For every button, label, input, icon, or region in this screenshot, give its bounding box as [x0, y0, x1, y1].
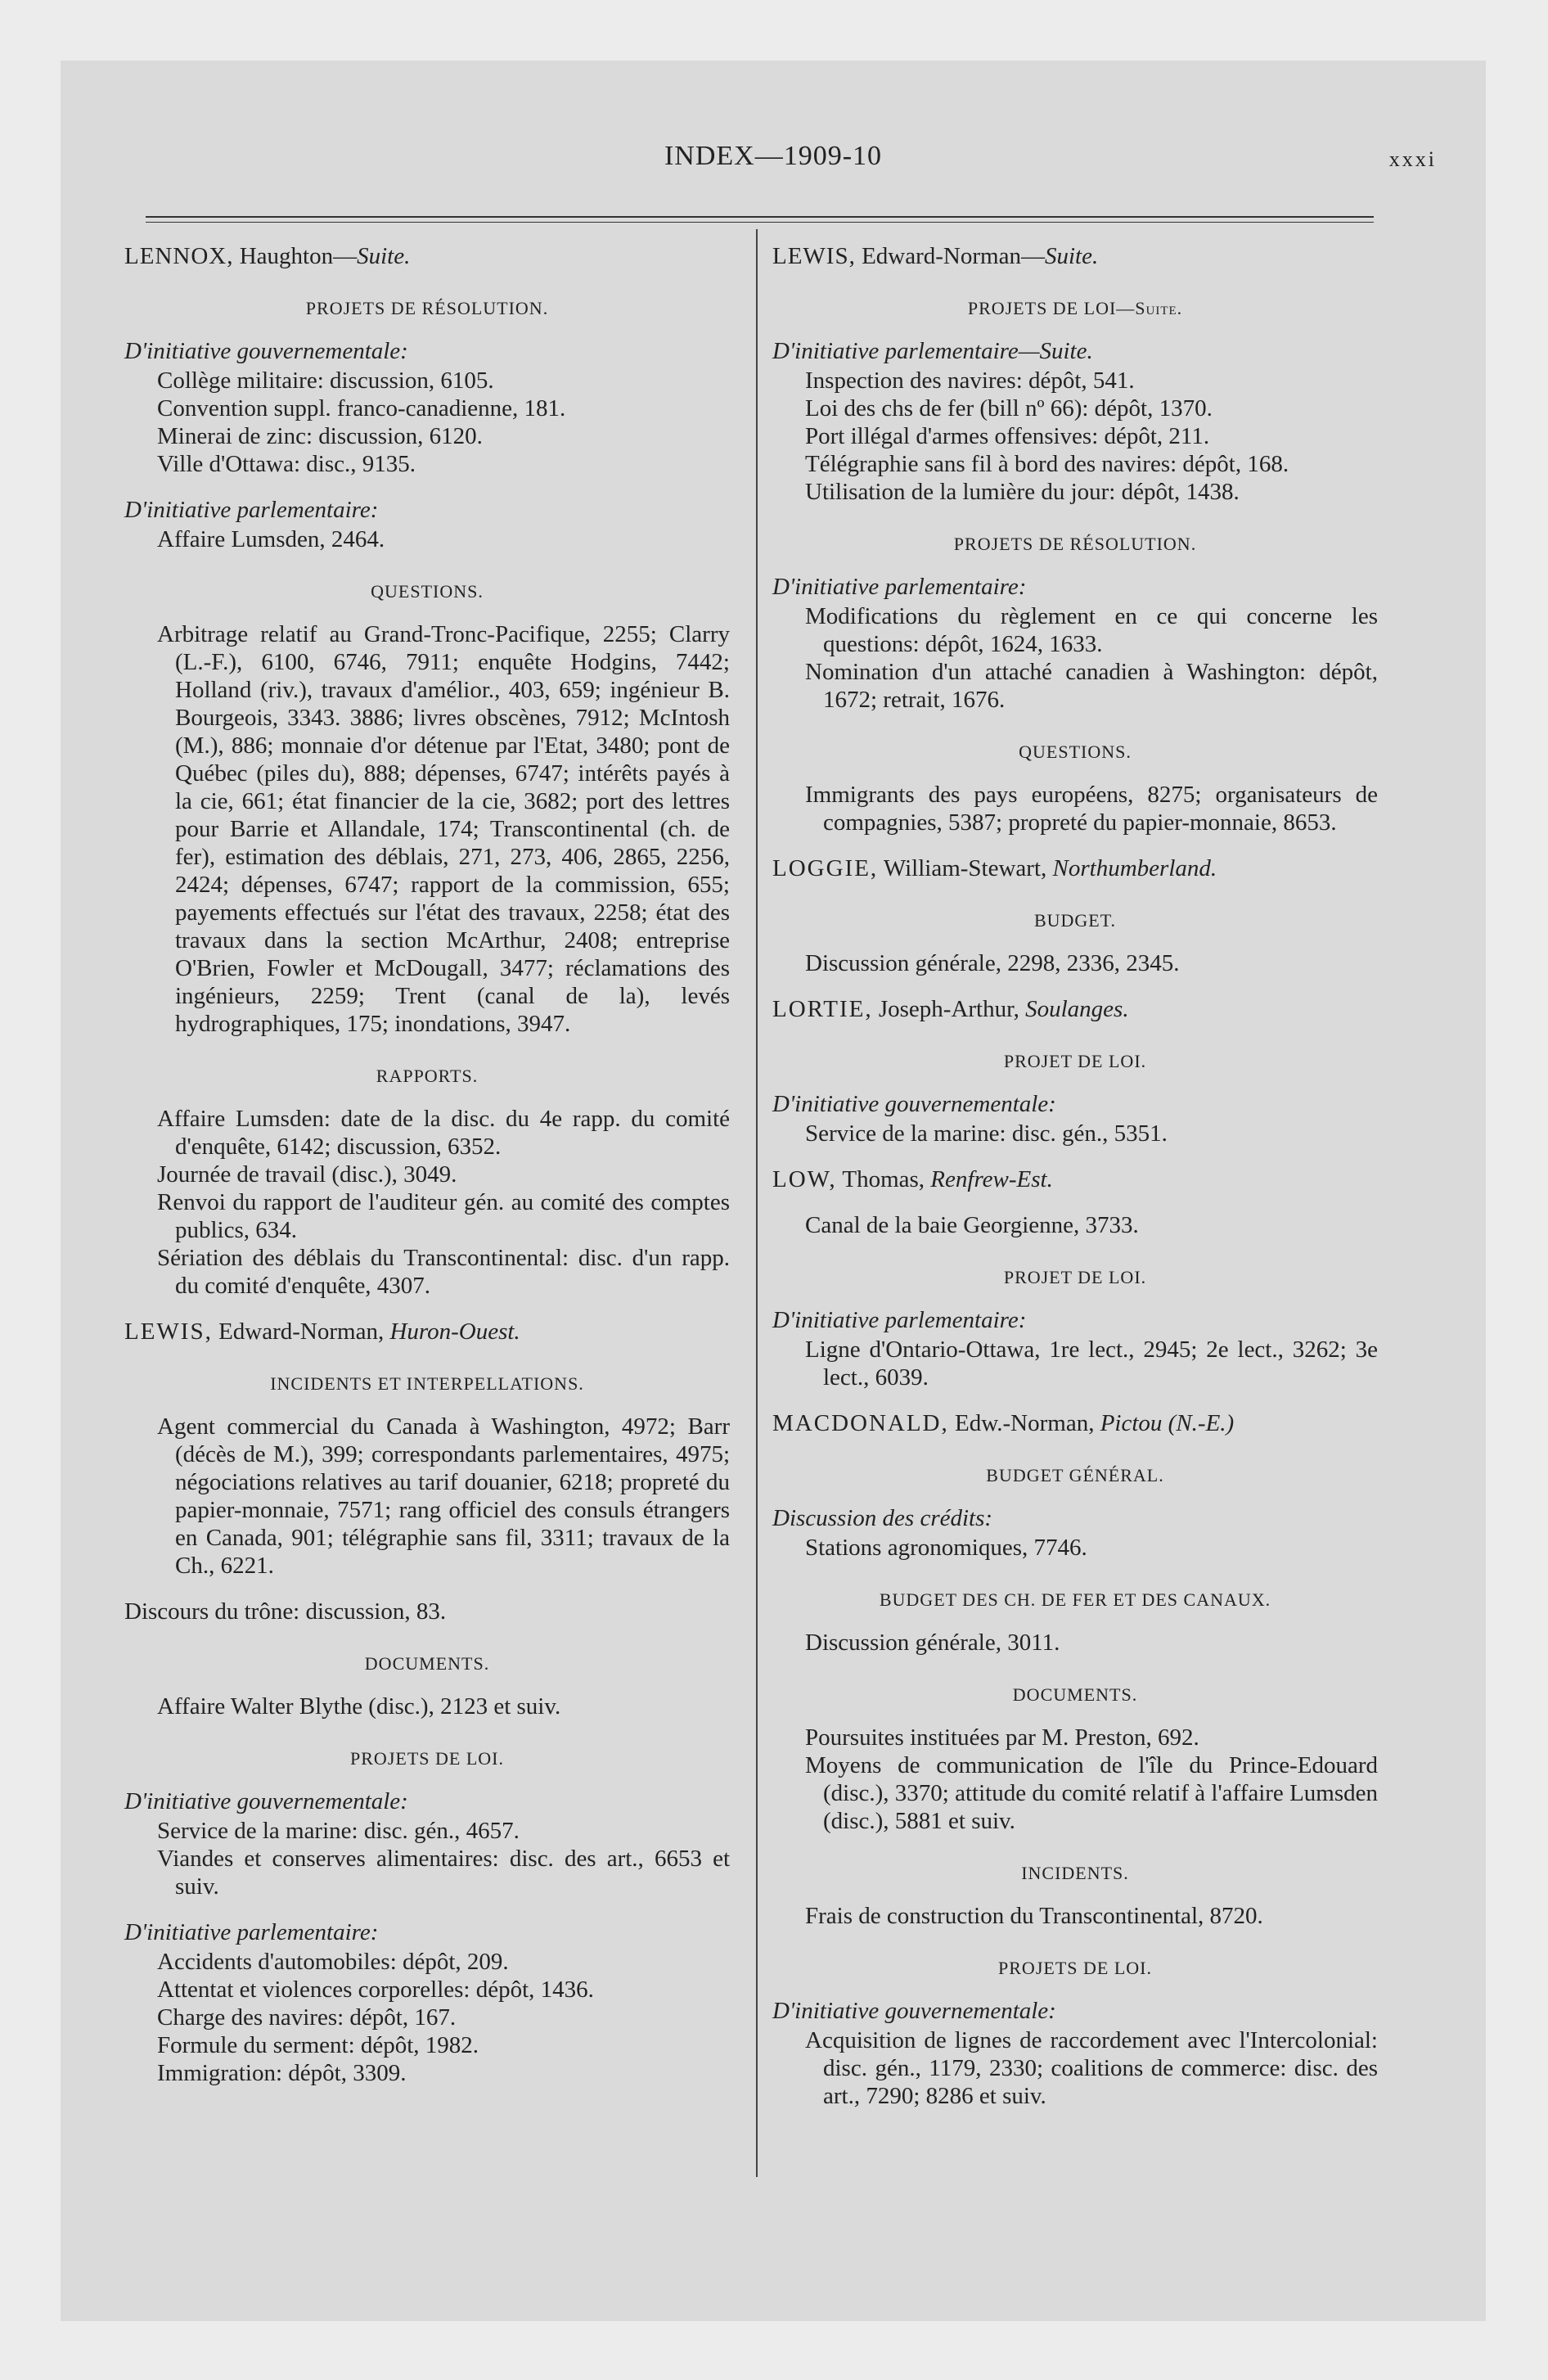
list-item: Arbitrage relatif au Grand-Tronc-Pacifique, 2255; Clarry (L.-F.), 6100, 6746, 7911; enquête Hodgins, 7442; Holland (riv.), travaux d'amélior., 403, 659; ingénieur B. Bourgeois, 3343. 3886; livres obscènes, 7912; McIntosh (M.), 886; monnaie d'or détenue par l'Etat, 3480; pont de Québec (piles du), 888; dépenses, 6747; intérêts payés à la cie, 661; état financier de la cie, 3682; port des lettres pour Barrie et Allandale, 174; Transcontinental (ch. de fer), estimation des déblais, 271, 273, 406, 2865, 2256, 2424; dépenses, 6747; rapport de la commission, 655; payements effectués sur l'état des travaux, 2258; état des travaux dans la section McArthur, 2408; entreprise O'Brien, Fowler et McDougall, 3477; réclamations des ingénieurs, 2259; Trent (canal de la), levés hydrographiques, 175; inondations, 3947. [157, 621, 730, 1037]
section-label: BUDGET GÉNÉRAL. [986, 1465, 1164, 1485]
list-item: Affaire Walter Blythe (disc.), 2123 et suiv. [157, 1693, 561, 1720]
list-item: Accidents d'automobiles: dépôt, 209. [157, 1949, 509, 1975]
entry-heading: LOGGIE, William-Stewart, Northumberland. [772, 855, 1217, 881]
section-label: PROJET DE LOI. [1003, 1267, 1147, 1287]
subtitle: Discussion des crédits: [772, 1505, 993, 1531]
subtitle: D'initiative gouvernementale: [772, 1998, 1056, 2024]
list-item: Loi des chs de fer (bill nº 66): dépôt, 1370. [805, 395, 1213, 421]
list-item: Port illégal d'armes offensives: dépôt, 211. [805, 423, 1210, 449]
list-item: Discussion générale, 2298, 2336, 2345. [805, 950, 1180, 976]
list-item: Minerai de zinc: discussion, 6120. [157, 423, 483, 449]
section-label: PROJETS DE RÉSOLUTION. [305, 298, 549, 318]
subtitle: D'initiative gouvernementale: [124, 1788, 408, 1814]
section-label: BUDGET DES CH. DE FER ET DES CANAUX. [879, 1589, 1271, 1610]
section-label: PROJETS DE RÉSOLUTION. [953, 534, 1197, 554]
list-item: Collège militaire: discussion, 6105. [157, 367, 494, 394]
section-label: RAPPORTS. [376, 1066, 479, 1086]
list-item: Canal de la baie Georgienne, 3733. [805, 1212, 1139, 1238]
list-item: Utilisation de la lumière du jour: dépôt, 1438. [805, 479, 1240, 505]
section-label: BUDGET. [1033, 910, 1117, 931]
list-item: Renvoi du rapport de l'auditeur gén. au comité des comptes publics, 634. [157, 1189, 730, 1243]
list-item: Attentat et violences corporelles: dépôt, 1436. [157, 1977, 594, 2003]
list-item: Affaire Lumsden, 2464. [157, 526, 385, 552]
list-item: Agent commercial du Canada à Washington, 4972; Barr (décès de M.), 399; correspondants parlementaires, 4975; négociations relatives au tarif douanier, 6218; propreté du papier-monnaie, 7571; rang officiel des consuls étrangers en Canada, 901; télégraphie sans fil, 3311; travaux de la Ch., 6221. [157, 1413, 730, 1579]
subtitle: D'initiative parlementaire: [124, 497, 379, 523]
list-item: Journée de travail (disc.), 3049. [157, 1161, 457, 1188]
section-label: PROJETS DE LOI. [998, 1958, 1152, 1978]
list-item: Télégraphie sans fil à bord des navires: dépôt, 168. [805, 451, 1289, 477]
section-label: INCIDENTS. [1021, 1863, 1129, 1883]
section-label: INCIDENTS ET INTERPELLATIONS. [270, 1373, 584, 1394]
list-item: Inspection des navires: dépôt, 541. [805, 367, 1135, 394]
section-label: DOCUMENTS. [364, 1653, 490, 1674]
entry-heading: LENNOX, Haughton—Suite. [124, 243, 411, 269]
list-item: Modifications du règlement en ce qui concerne les questions: dépôt, 1624, 1633. [805, 603, 1378, 657]
subtitle: D'initiative parlementaire: [772, 1307, 1027, 1333]
list-item: Acquisition de lignes de raccordement avec l'Intercolonial: disc. gén., 1179, 2330; coalitions de commerce: disc. des art., 7290; 8286 et suiv. [805, 2027, 1378, 2109]
list-item: Ligne d'Ontario-Ottawa, 1re lect., 2945; 2e lect., 3262; 3e lect., 6039. [805, 1336, 1378, 1391]
section-label: PROJETS DE LOI. [350, 1748, 504, 1769]
subtitle: D'initiative gouvernementale: [772, 1091, 1056, 1117]
left-column [124, 242, 730, 2087]
list-item: Charge des navires: dépôt, 167. [157, 2004, 457, 2031]
list-item: Stations agronomiques, 7746. [805, 1535, 1087, 1561]
list-item: Viandes et conserves alimentaires: disc. des art., 6653 et suiv. [157, 1846, 730, 1900]
list-item: Sériation des déblais du Transcontinental: disc. d'un rapp. du comité d'enquête, 4307. [157, 1245, 730, 1299]
entry-heading: MACDONALD, Edw.-Norman, Pictou (N.-E.) [772, 1410, 1235, 1436]
list-item: Poursuites instituées par M. Preston, 692. [805, 1724, 1199, 1751]
entry-heading: LOW, Thomas, Renfrew-Est. [772, 1166, 1053, 1192]
list-item: Frais de construction du Transcontinental, 8720. [805, 1903, 1263, 1929]
entry-heading: LEWIS, Edward-Norman—Suite. [772, 243, 1099, 269]
entry-heading: LORTIE, Joseph-Arthur, Soulanges. [772, 996, 1129, 1022]
subtitle: D'initiative gouvernementale: [124, 338, 408, 364]
list-item: Affaire Lumsden: date de la disc. du 4e rapp. du comité d'enquête, 6142; discussion, 6352. [157, 1106, 730, 1160]
subtitle: D'initiative parlementaire: [772, 574, 1027, 600]
page-title: INDEX—1909-10 [664, 141, 883, 171]
section-label: QUESTIONS. [1019, 741, 1132, 762]
subtitle: D'initiative parlementaire: [124, 1919, 379, 1945]
list-item: Nomination d'un attaché canadien à Washington: dépôt, 1672; retrait, 1676. [805, 659, 1378, 713]
list-item: Convention suppl. franco-canadienne, 181. [157, 395, 566, 421]
page-number: xxxi [1388, 147, 1437, 171]
section-label: PROJET DE LOI. [1003, 1051, 1147, 1071]
entry-heading: LEWIS, Edward-Norman, Huron-Ouest. [124, 1318, 520, 1345]
header-rule [146, 216, 1374, 223]
section-label: QUESTIONS. [371, 581, 484, 602]
section-label: DOCUMENTS. [1012, 1684, 1138, 1705]
column-divider [756, 229, 758, 2177]
list-item: Discussion générale, 3011. [805, 1629, 1060, 1656]
list-item: Immigrants des pays européens, 8275; organisateurs de compagnies, 5387; propreté du papier-monnaie, 8653. [805, 782, 1378, 836]
right-column [772, 242, 1378, 2110]
subtitle: D'initiative parlementaire—Suite. [772, 338, 1093, 364]
list-item: Formule du serment: dépôt, 1982. [157, 2032, 479, 2058]
list-item: Service de la marine: disc. gén., 4657. [157, 1818, 520, 1844]
list-item: Service de la marine: disc. gén., 5351. [805, 1120, 1168, 1147]
subtitle: Discours du trône: discussion, 83. [124, 1598, 447, 1625]
list-item: Moyens de communication de l'île du Prince-Edouard (disc.), 3370; attitude du comité relatif à l'affaire Lumsden (disc.), 5881 et suiv. [805, 1752, 1378, 1834]
list-item: Ville d'Ottawa: disc., 9135. [157, 451, 416, 477]
page-header [61, 141, 1486, 190]
list-item: Immigration: dépôt, 3309. [157, 2060, 407, 2086]
section-label: PROJETS DE LOI—Suite. [967, 298, 1183, 318]
